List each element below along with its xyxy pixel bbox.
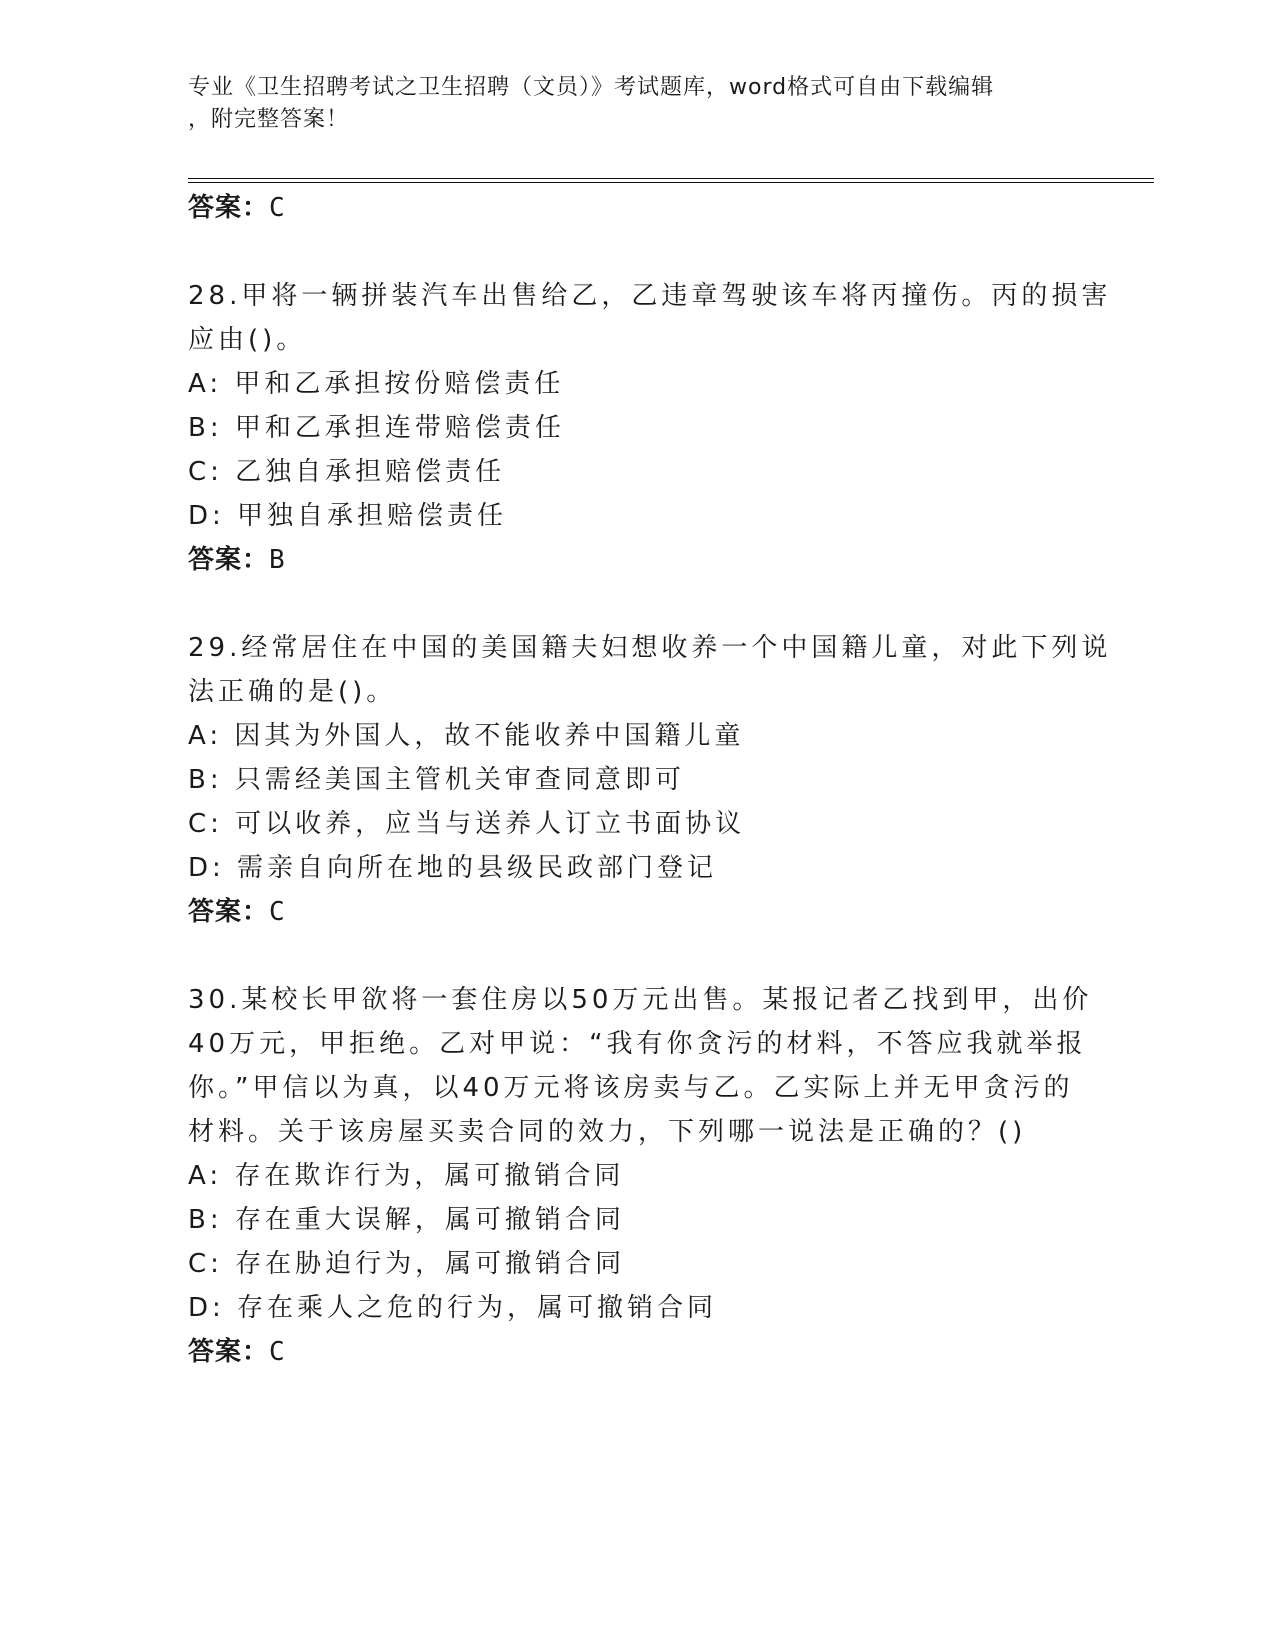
question-30-option-d: D: 存在乘人之危的行为，属可撤销合同 <box>188 1293 718 1323</box>
question-29-text-line-2: 法正确的是()。 <box>188 677 397 707</box>
question-28-answer <box>188 542 286 578</box>
question-30-option-b: B: 存在重大误解，属可撤销合同 <box>188 1205 625 1235</box>
answer-value: B <box>269 545 286 575</box>
document-header <box>188 72 1068 136</box>
header-divider-bottom <box>188 182 1154 183</box>
answer-value: C <box>269 1337 286 1367</box>
answer-value: C <box>269 193 286 223</box>
header-line-1: 专业《卫生招聘考试之卫生招聘（文员）》考试题库，word格式可自由下载编辑 <box>188 75 995 100</box>
answer-label: 答案： <box>188 1337 270 1367</box>
question-29-option-a: A: 因其为外国人，故不能收养中国籍儿童 <box>188 721 745 751</box>
answer-label: 答案： <box>188 545 270 575</box>
question-29-text-line-1: 29.经常居住在中国的美国籍夫妇想收养一个中国籍儿童，对此下列说 <box>188 633 1112 663</box>
answer-label: 答案： <box>188 193 270 223</box>
header-line-2: ，附完整答案！ <box>188 107 350 132</box>
question-28-text-line-2: 应由()。 <box>188 325 307 355</box>
question-30-option-a: A: 存在欺诈行为，属可撤销合同 <box>188 1161 625 1191</box>
question-30-text-line-4: 材料。关于该房屋买卖合同的效力，下列哪一说法是正确的？() <box>188 1117 1027 1147</box>
question-28-option-d: D: 甲独自承担赔偿责任 <box>188 501 508 531</box>
question-29-option-c: C: 可以收养，应当与送养人订立书面协议 <box>188 809 746 839</box>
question-29-option-d: D: 需亲自向所在地的县级民政部门登记 <box>188 853 718 883</box>
answer-value: C <box>269 897 286 927</box>
header-divider-top <box>188 178 1154 179</box>
question-29-option-b: B: 只需经美国主管机关审查同意即可 <box>188 765 685 795</box>
question-30-text-line-1: 30.某校长甲欲将一套住房以50万元出售。某报记者乙找到甲，出价 <box>188 985 1093 1015</box>
answer-label: 答案： <box>188 897 270 927</box>
question-28-option-b: B: 甲和乙承担连带赔偿责任 <box>188 413 565 443</box>
question-30-option-c: C: 存在胁迫行为，属可撤销合同 <box>188 1249 626 1279</box>
previous-answer <box>188 190 286 226</box>
question-30-answer <box>188 1334 286 1370</box>
question-28-text-line-1: 28.甲将一辆拼装汽车出售给乙，乙违章驾驶该车将丙撞伤。丙的损害 <box>188 281 1112 311</box>
question-28-option-c: C: 乙独自承担赔偿责任 <box>188 457 506 487</box>
question-30-text-line-2: 40万元，甲拒绝。乙对甲说：“我有你贪污的材料，不答应我就举报 <box>188 1029 1087 1059</box>
question-30-text-line-3: 你。”甲信以为真，以40万元将该房卖与乙。乙实际上并无甲贪污的 <box>188 1073 1074 1103</box>
question-29-answer <box>188 894 286 930</box>
question-28-option-a: A: 甲和乙承担按份赔偿责任 <box>188 369 565 399</box>
